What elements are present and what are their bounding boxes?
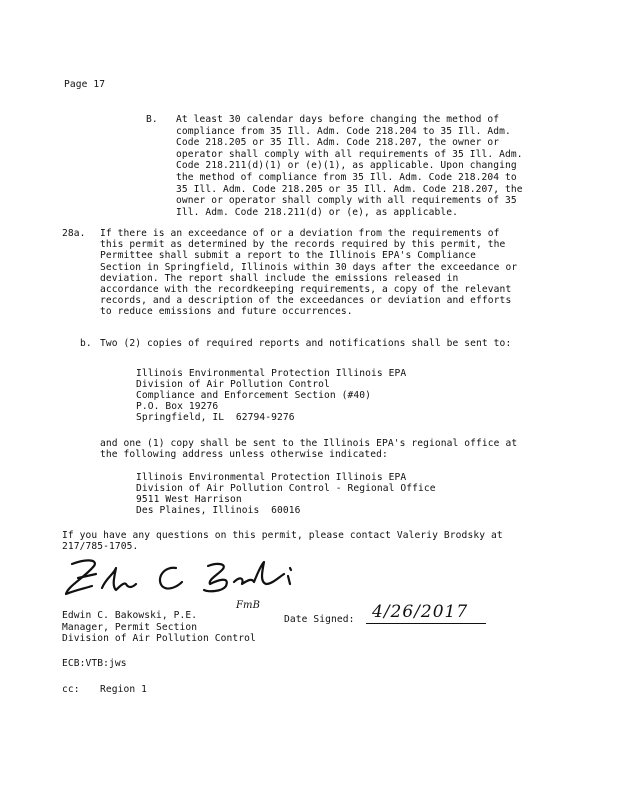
date-signed-label: Date Signed: — [284, 614, 355, 625]
item-28a-line: Section in Springfield, Illinois within 30 days after the exceedance or — [100, 261, 518, 273]
item-b-line: operator shall comply with all requirements of 35 Ill. Adm. — [176, 148, 523, 160]
item-28a-line: deviation. The report shall include the emissions released in — [100, 272, 459, 284]
item-b-line: Code 218.211(d)(1) or (e)(1), as applicable. Upon changing — [176, 160, 517, 172]
item-28a-line: If there is an exceedance of or a deviation from the requirements of — [100, 228, 500, 239]
contact-line: If you have any questions on this permit, please contact Valeriy Brodsky at — [62, 530, 503, 541]
item-28a-line: to reduce emissions and future occurrences. — [100, 306, 353, 318]
item-28a-marker: 28a. — [62, 228, 86, 239]
signer-line: Edwin C. Bakowski, P.E. — [62, 610, 198, 621]
cc-value: Region 1 — [100, 684, 148, 695]
item-b-line: 35 Ill. Adm. Code 218.205 or 35 Ill. Adm. Code 218.207, the — [176, 183, 523, 195]
item-b-line: Ill. Adm. Code 218.211(d) or (e), as applicable. — [176, 206, 459, 218]
date-underline — [366, 623, 486, 624]
signer-line: Manager, Permit Section — [62, 621, 198, 633]
date-signed-value: 4/26/2017 — [372, 602, 469, 622]
address-regional-line: Des Plaines, Illinois 60016 — [136, 505, 301, 516]
item-28a-line: this permit as determined by the records required by this permit, the — [100, 239, 506, 251]
item-b-line: At least 30 calendar days before changing the method of — [176, 114, 500, 125]
address-primary-line: Illinois Environmental Protection Illinois EPA — [136, 368, 407, 379]
item-28a-line: accordance with the recordkeeping requirements, a copy of the relevant — [100, 284, 512, 295]
address-primary-line: Springfield, IL 62794-9276 — [136, 412, 295, 423]
item-28a-line: records, and a description of the exceedances or deviation and efforts — [100, 295, 512, 307]
item-b-line: Code 218.205 or 35 Ill. Adm. Code 218.207, the owner or — [176, 137, 500, 149]
item-28a-line: Permittee shall submit a report to the Illinois EPA's Compliance — [100, 250, 477, 262]
contact-line: 217/785-1705. — [62, 541, 139, 552]
item-b-marker: B. — [146, 114, 158, 125]
address-regional-line: Division of Air Pollution Control - Regional Office — [136, 483, 436, 494]
item-b-line: compliance from 35 Ill. Adm. Code 218.204 to 35 Ill. Adm. — [176, 125, 511, 137]
regional-note-line: the following address unless otherwise indicated: — [100, 449, 388, 460]
cc-label: cc: — [62, 684, 80, 695]
address-primary-line: P.O. Box 19276 — [136, 401, 219, 412]
page-label: Page 17 — [64, 79, 106, 90]
item-b-line: owner or operator shall comply with all requirements of 35 — [176, 195, 517, 207]
item-b-line: the method of compliance from 35 Ill. Adm. Code 218.204 to — [176, 172, 517, 183]
signer-line: Division of Air Pollution Control — [62, 633, 256, 644]
reference-initials: ECB:VTB:jws — [62, 658, 127, 669]
address-primary-line: Division of Air Pollution Control — [136, 379, 330, 390]
address-regional-line: Illinois Environmental Protection Illinois EPA — [136, 472, 407, 483]
item-b2-marker: b. — [80, 338, 92, 349]
address-primary-line: Compliance and Enforcement Section (#40) — [136, 390, 372, 401]
handwritten-signature — [58, 556, 318, 606]
signer-initials: FmB — [236, 600, 261, 611]
address-regional-line: 9511 West Harrison — [136, 494, 242, 505]
regional-note-line: and one (1) copy shall be sent to the Illinois EPA's regional office at — [100, 438, 518, 449]
item-b2-text: Two (2) copies of required reports and notifications shall be sent to: — [100, 338, 512, 349]
